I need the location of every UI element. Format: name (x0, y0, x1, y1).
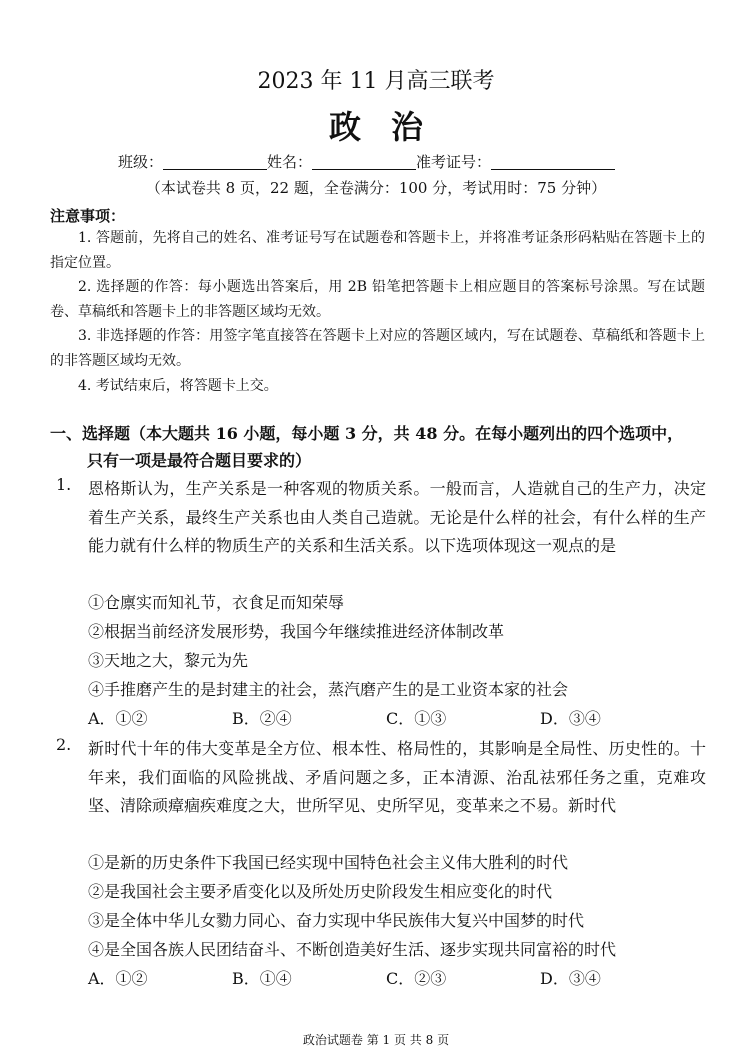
question-statement: ④手推磨产生的是封建主的社会，蒸汽磨产生的是工业资本家的社会 (88, 680, 569, 699)
choice-b: B．②④ (232, 709, 292, 728)
choice-d: D．③④ (540, 709, 601, 728)
section-heading (50, 420, 710, 474)
exam-date-title: 2023 年 11 月高三联考 (257, 69, 495, 94)
choice-b: B．①④ (232, 969, 292, 988)
choice-c: C．①③ (386, 709, 447, 728)
notice-item: 4. 考试结束后，将答题卡上交。 (78, 378, 278, 394)
question-statement: ①是新的历史条件下我国已经实现中国特色社会主义伟大胜利的时代 (88, 853, 569, 872)
notice-item: 3. 非选择题的作答：用签字笔直接答在答题卡上对应的答题区域内，写在试题卷、草稿纸和答题卡上的非答题区域均无效。 (50, 328, 705, 369)
exam-id-label: 准考证号： (416, 153, 492, 171)
question-statement: ②根据当前经济发展形势，我国今年继续推进经济体制改革 (88, 622, 505, 641)
question-stem: 恩格斯认为，生产关系是一种客观的物质关系。一般而言，人造就自己的生产力，决定着生产关系，最终生产关系也由人类自己造就。无论是什么样的社会，有什么样的生产能力就有什么样的物质生产的关系和生活关系。以下选项体现这一观点的是 (88, 479, 706, 555)
question-number: 2. (56, 735, 72, 754)
section-heading-line2: 只有一项是最符合题目要求的） (87, 451, 312, 470)
question-statement: ③天地之大，黎元为先 (88, 651, 249, 670)
class-label: 班级： (118, 153, 164, 171)
choice-a: A．①② (88, 709, 148, 728)
notice-item: 1. 答题前，先将自己的姓名、准考证号写在试题卷和答题卡上，并将准考证条形码粘贴在答题卡上的指定位置。 (50, 230, 705, 271)
page-footer: 政治试题卷 第 1 页 共 8 页 (302, 1033, 450, 1047)
name-label: 姓名： (267, 153, 313, 171)
choice-c: C．②③ (386, 969, 447, 988)
question-statement: ①仓廪实而知礼节，衣食足而知荣辱 (88, 593, 345, 612)
choice-a: A．①② (88, 969, 148, 988)
question-number: 1. (56, 475, 72, 494)
question-stem: 新时代十年的伟大变革是全方位、根本性、格局性的，其影响是全局性、历史性的。十年来，我们面临的风险挑战、矛盾问题之多，正本清源、治乱祛邪任务之重，克难攻坚、清除顽瘴痼疾难度之大，世所罕见、史所罕见，变革来之不易。新时代 (88, 739, 706, 815)
exam-id-blank (491, 155, 615, 170)
choice-d: D．③④ (540, 969, 601, 988)
notice-title: 注意事项： (50, 207, 126, 225)
class-blank (163, 155, 267, 170)
exam-info: （本试卷共 8 页，22 题，全卷满分：100 分，考试用时：75 分钟） (145, 179, 607, 197)
question-statement: ④是全国各族人民团结奋斗、不断创造美好生活、逐步实现共同富裕的时代 (88, 940, 617, 959)
question-statement: ③是全体中华儿女勠力同心、奋力实现中华民族伟大复兴中国梦的时代 (88, 911, 585, 930)
name-blank (312, 155, 416, 170)
question-statement: ②是我国社会主要矛盾变化以及所处历史阶段发生相应变化的时代 (88, 882, 553, 901)
subject-title: 政治 (328, 108, 453, 146)
section-heading-line1: 一、选择题（本大题共 16 小题，每小题 3 分，共 48 分。在每小题列出的四个选项中， (50, 424, 684, 443)
notice-item: 2. 选择题的作答：每小题选出答案后，用 2B 铅笔把答题卡上相应题目的答案标号涂黑。写在试题卷、草稿纸和答题卡上的非答题区域均无效。 (50, 279, 705, 320)
student-info-line (118, 151, 615, 172)
